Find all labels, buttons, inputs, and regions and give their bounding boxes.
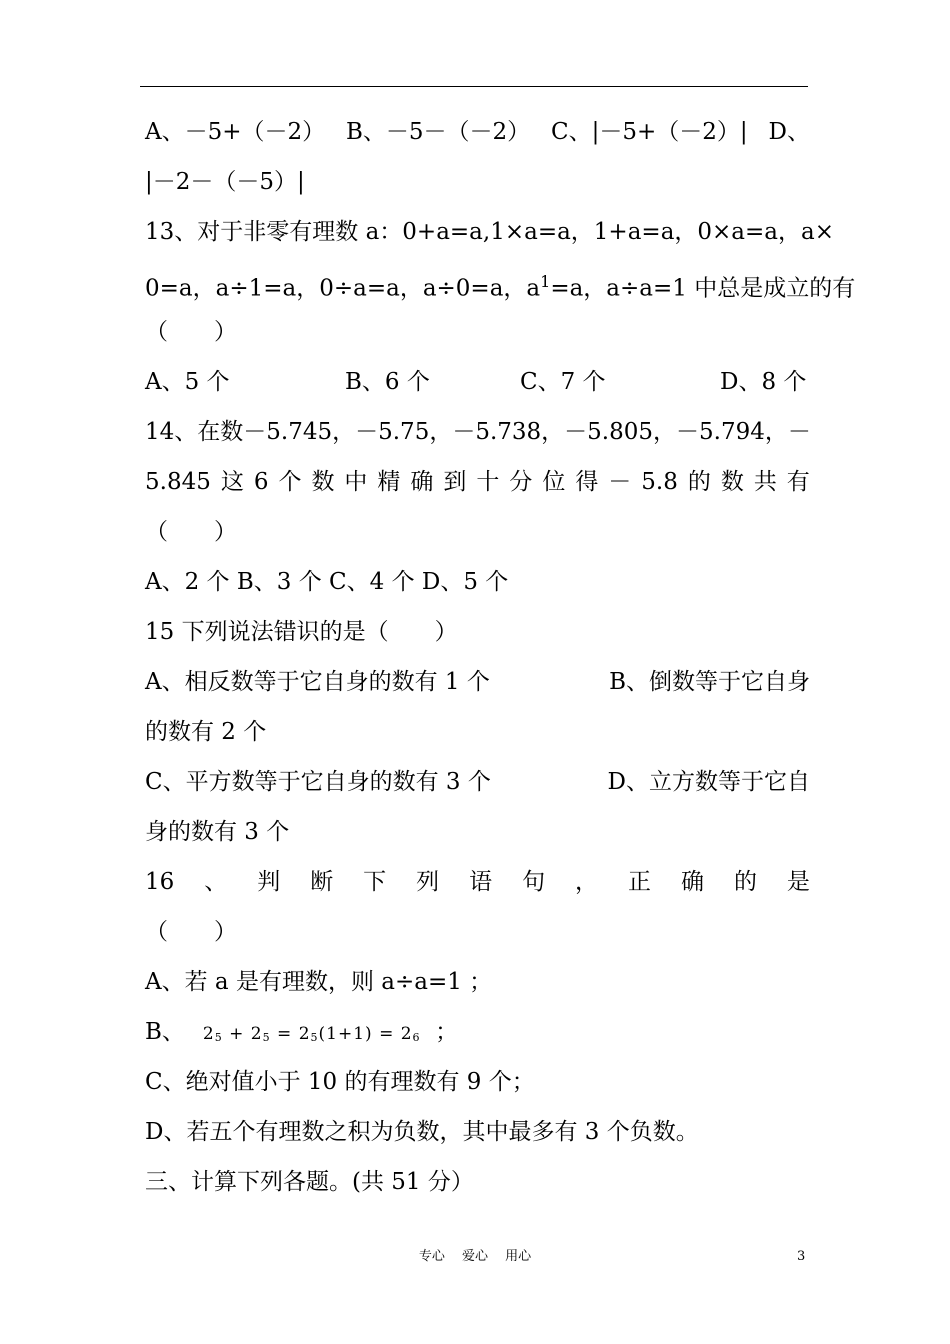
q15-option-c: C、平方数等于它自身的数有 3 个	[145, 769, 491, 795]
q14-word: 有	[786, 469, 810, 495]
q16-word: 是	[786, 869, 810, 895]
q16-word: 列	[416, 869, 440, 895]
q14-word: 数	[311, 469, 335, 495]
formula-exponent: 5	[214, 1031, 223, 1044]
q16-word: 的	[733, 869, 757, 895]
q14-options: A、2 个 B、3 个 C、4 个 D、5 个	[145, 569, 509, 595]
q15-option-a: A、相反数等于它自身的数有 1 个	[145, 669, 490, 695]
page-number: 3	[797, 1249, 806, 1264]
q16-word: 正	[628, 869, 651, 895]
formula-base: 2	[298, 1024, 311, 1044]
section-three-heading: 三、计算下列各题。(共 51 分）	[145, 1169, 474, 1195]
q16-word: 语	[469, 869, 493, 895]
q13-exponent: 1	[540, 272, 551, 291]
q12-options	[145, 117, 810, 147]
q16-word: 句	[522, 869, 546, 895]
q14-word: 十	[476, 469, 500, 495]
q16-word: ，	[575, 869, 599, 895]
q15-option-d-cont: 身的数有 3 个	[145, 819, 290, 845]
q14-word: 分	[509, 469, 533, 495]
formula-operator: =	[379, 1024, 395, 1044]
q14-word: 到	[443, 469, 467, 495]
q16-option-b-label: B、	[145, 1019, 185, 1045]
formula-base: 2	[202, 1024, 215, 1044]
q14-text-1: 14、在数－5.745，－5.75，－5.738，－5.805，－5.794，－	[145, 419, 811, 445]
q13-text-2	[145, 267, 856, 304]
q16-word: 判	[257, 869, 281, 895]
q12-option-d-text: |－2－（－5）|	[145, 169, 305, 195]
formula-exponent: 5	[262, 1031, 271, 1044]
q16-word: 确	[680, 869, 704, 895]
formula-base: 2	[400, 1024, 413, 1044]
q16-option-b	[145, 1017, 810, 1051]
q13-option-d: D、8 个	[720, 369, 807, 395]
q16-word: 断	[310, 869, 334, 895]
exponent-formula	[203, 1019, 421, 1051]
q14-word: 的	[687, 469, 711, 495]
q14-word: 这	[220, 469, 244, 495]
q13-answer-blank: （ ）	[145, 319, 237, 345]
q14-word: 5.8	[641, 469, 678, 495]
q13-option-b: B、6 个	[345, 369, 430, 395]
q14-word: 数	[720, 469, 744, 495]
q12-option-a: A、－5+（－2）	[145, 119, 326, 145]
q14-word: 精	[377, 469, 401, 495]
q14-word: －	[608, 469, 632, 495]
q14-word: 共	[753, 469, 777, 495]
formula-operator: =	[277, 1024, 293, 1044]
q12-option-c: C、|－5+（－2）|	[551, 119, 748, 145]
q14-answer-blank: （ ）	[145, 519, 237, 545]
q15-option-b: B、倒数等于它自身	[609, 669, 810, 695]
q14-word: 位	[542, 469, 566, 495]
q13-text-1: 13、对于非零有理数 a：0+a=a,1×a=a，1+a=a，0×a=a，a×	[145, 219, 834, 245]
q13-text-2b: =a，a÷a=1 中总是成立的有	[550, 275, 856, 302]
q16-answer-blank: （ ）	[145, 919, 237, 945]
q13-option-a: A、5 个	[145, 369, 230, 395]
q14-word: 个	[278, 469, 302, 495]
q16-option-d: D、若五个有理数之积为负数，其中最多有 3 个负数。	[145, 1119, 699, 1145]
q15-option-d: D、立方数等于它自	[607, 769, 810, 795]
q16-word: 、	[204, 869, 228, 895]
q16-question	[145, 867, 810, 897]
header-rule	[140, 86, 808, 87]
q14-word: 6	[253, 469, 269, 495]
q13-text-2a: 0=a，a÷1=a，0÷a=a，a÷0=a，a	[145, 275, 541, 302]
q14-word: 中	[344, 469, 368, 495]
q15-options-cd	[145, 767, 810, 797]
q14-word: 确	[410, 469, 434, 495]
q13-option-c: C、7 个	[520, 369, 606, 395]
q12-option-d-label: D、	[768, 119, 810, 145]
q14-word: 5.845	[145, 469, 211, 495]
q14-word: 得	[575, 469, 599, 495]
q15-question: 15 下列说法错识的是（ ）	[145, 619, 458, 645]
footer-motto: 专心 爱心 用心	[418, 1249, 532, 1264]
q16-option-c: C、绝对值小于 10 的有理数有 9 个；	[145, 1069, 535, 1095]
formula-exponent: 6	[412, 1031, 421, 1044]
q14-text-2	[145, 467, 810, 497]
q16-word: 下	[363, 869, 387, 895]
q12-option-b: B、－5－（－2）	[346, 119, 531, 145]
q16-option-a: A、若 a 是有理数，则 a÷a=1 ；	[145, 969, 493, 995]
formula-operator: +	[229, 1024, 245, 1044]
q15-option-b-cont: 的数有 2 个	[145, 719, 267, 745]
formula-base: 2	[250, 1024, 263, 1044]
q16-option-b-end: ；	[435, 1019, 459, 1045]
formula-exponent: 5	[310, 1031, 319, 1044]
formula-paren: (1+1)	[318, 1024, 373, 1044]
q16-word: 16	[145, 869, 175, 895]
q15-options-ab	[145, 667, 810, 697]
